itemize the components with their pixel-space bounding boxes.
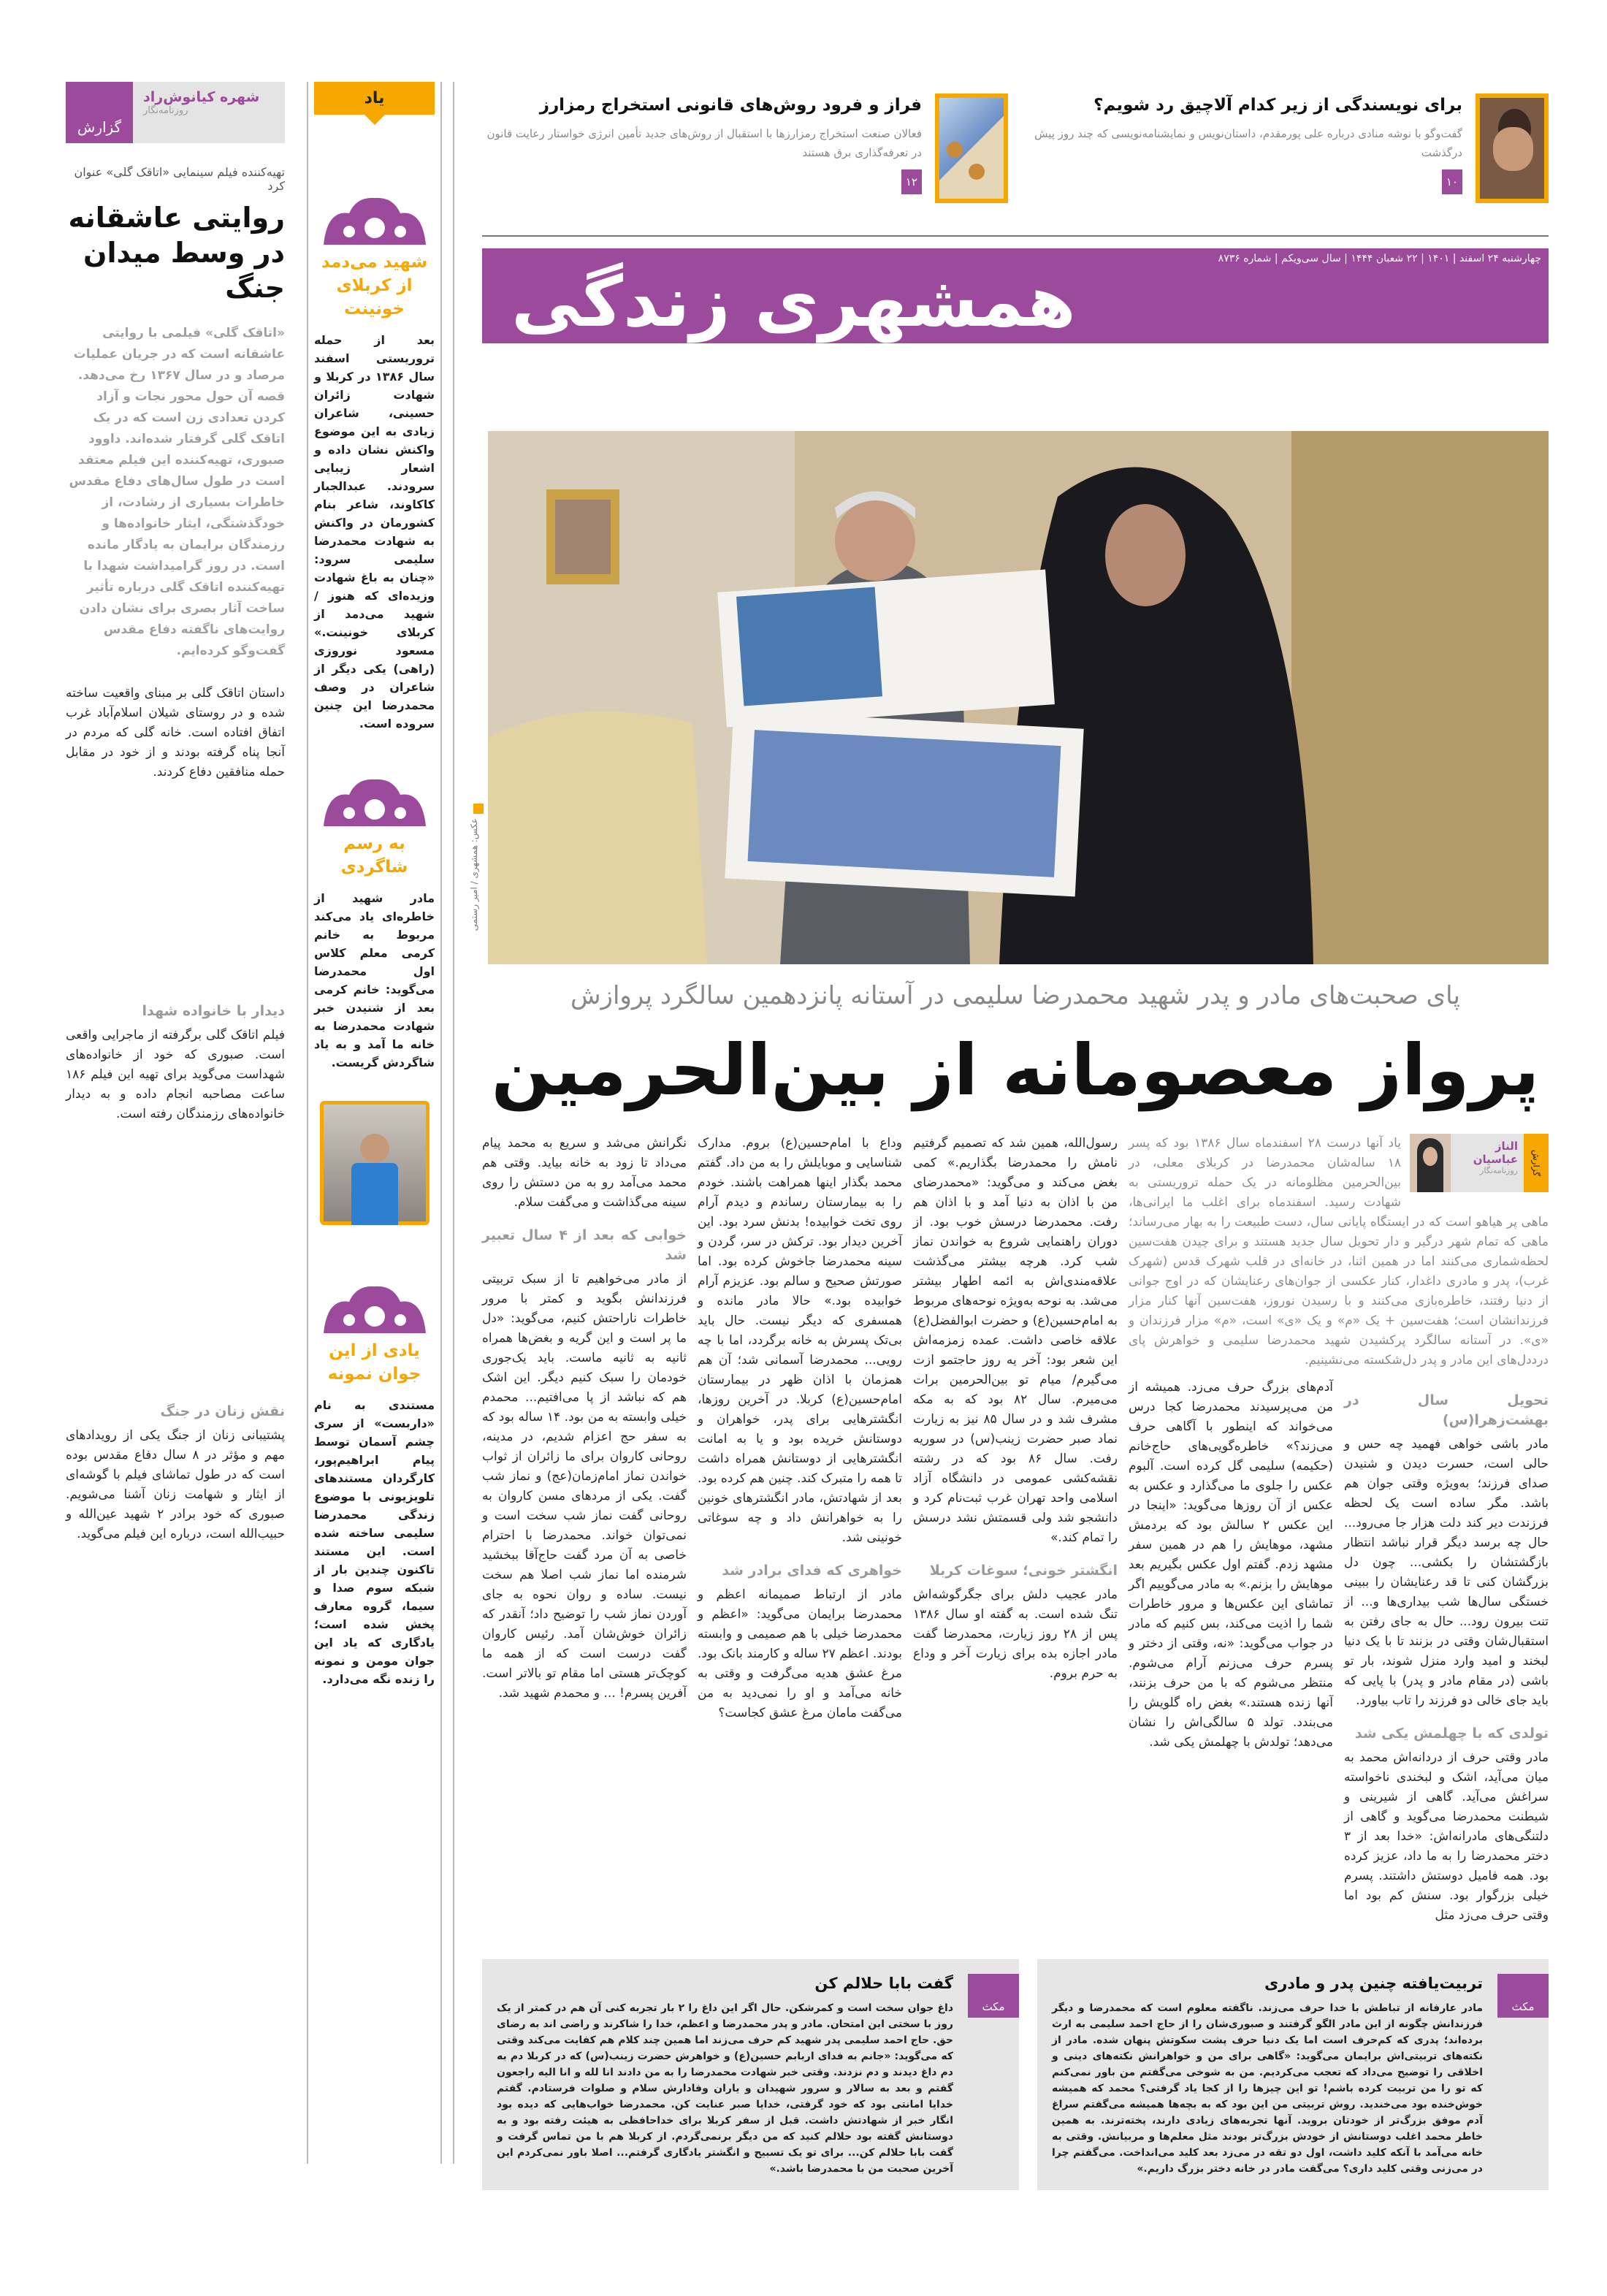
sidebar-boxes <box>482 1959 1549 2190</box>
article-region <box>482 1134 1549 2190</box>
article-byline <box>1410 1134 1549 1192</box>
author-name: شهره کیانوش‌راد <box>143 89 260 105</box>
article-paragraph: مادر عجیب دلش برای جگرگوشه‌اش تنگ شده است. به گفته او سال ۱۳۸۶ پس از ۲۸ روز زیارت، محمدرضا گفت مادر اجازه بده برای زیارت آخر و وداع به حرم بروم. <box>913 1587 1118 1681</box>
report-body: فیلم اتاقک گلی برگرفته از ماجرایی واقعی است. صبوری که خود از خانواده‌های شهداست می‌گوید برای تهیه این فیلم ۱۸۶ ساعت مصاحبه انجام داده و به دیدار خانواده‌های رزمندگان رفته است. <box>66 1028 285 1121</box>
article-column <box>913 1134 1118 1688</box>
issue-date: چهارشنبه ۲۴ اسفند | ۱۴۰۱ | ۲۲ شعبان ۱۴۴۴ | سال سی‌ویکم | شماره ۸۷۳۶ <box>1218 253 1541 264</box>
report-title: روایتی عاشقانه در وسط میدان جنگ <box>68 202 285 304</box>
box-text: داغ جوان سخت است و کمرشکن. حال اگر این داغ را ۲ بار تجربه کنی آن هم در کمتر از یک روز با سختی این امتحان. مادر و پدر محمدرضا و اعظم، خدا را شاکرند و راضی اند به رضای حق. حاج احمد سلیمی پدر شهید کم حرف می‌زند اما همین چند کلام هم کفایت می‌کند وقتی که می‌گوید: «جانم به فدای اربابم حسین(ع) و خواهرش حضرت زینب(س) که در کربلا دم به دم داغ دیدند و دم نزدند. وقتی خبر شهادت محمدرضا را به من دادند انا لله و انا الیه راجعون گفتم و بعد به سالار و سرور شهیدان و یاران وفادارش سلام و صلوات فرستادم. گفتم خدایا امانتی بود که خود گرفتی، خدایا صبر عنایت کن. محمدرضا خواب‌هایی که دیده بود انگار خبر از شهادتش داشت. قبل از سفر کربلا برای خداحافظی به هیئت رفته بود و به دوستانش گفته بود حلالم کنید که من دیگر برنمی‌گردم. از کربلا هم با من تماس گرفت و گفت بابا حلالم کن... برای تو یک تسبیح و انگشتر یادگاری گرفتم... اصلا باور نمی‌کردم این آخرین صحبت من با محمدرضا باشد.» <box>496 2002 954 2175</box>
article-column <box>1129 1378 1333 1757</box>
article-paragraph: رسول‌الله، همین شد که تصمیم گرفتیم نامش را محمدرضا بگذاریم.» کمی بغض می‌کند و می‌گوید: «محمدرضای من با اذان به دنیا آمد و با اذان هم رفت. محمدرضا درسش خوب بود. از دوران راهنمایی شروع به خواندن نماز شب کرد. هرچه بیشتر می‌گذشت علاقه‌مندی‌اش به ائمه اطهار بیشتر می‌شد. به نوحه به‌ویژه نوحه‌های مربوط به امام‌حسین(ع) و حضرت ابوالفضل(ع) علاقه خاصی داشت. عمده زمزمه‌اش این شعر بود: آخر یه روز حاجتمو ازت می‌گیرم/ میام تو بین‌الحرمین برات می‌میرم. سال ۸۲ بود که به مکه مشرف شد و در سال ۸۵ نیز به زیارت نماد صبر حضرت زینب(س) در سوریه رفت. سال ۸۶ بود که در رشته نقشه‌کشی عمومی در دانشگاه آزاد اسلامی واحد تهران غرب ثبت‌نام کرد و دانشجو شد ولی قسمتش نشد درسش را تمام کند.» <box>913 1136 1118 1545</box>
report-byline <box>66 82 285 143</box>
article-subhead: تولدی که با چهلمش یکی شد <box>1354 1725 1549 1742</box>
box-title: گفت بابا حلالم کن <box>814 1975 953 1992</box>
article-intro <box>1129 1134 1549 1370</box>
side-report <box>66 82 285 1544</box>
article-paragraph: وداع با امام‌حسین(ع) بروم. مدارک شناسایی و موبایلش را به من داد. گفتم محمد بگذار اینها همراهت باشند. خودم را به بیمارستان رساندم و دیدم آرام روی تخت خوابیده! بدنش سرد بود. این آخرین دیدار بود. ترکش در سر، گردن و سینه محمدرضا جاخوش کرده بود. اما صورتش صحیح و سالم بود. عزیزم آرام خوابیده بود.» حالا مادر مانده و همسفری که دیگر نیست. حال باید بی‌تک پسرش به خانه برگردد، اما با چه رویی... محمدرضا آسمانی شد؛ آن هم همزمان با اذان ظهر در بیمارستان امام‌حسین(ع) کربلا. در آخرین روزها، انگشترهایی برای پدر، خواهران و دوستانش خریده بود و یا به امانت انگشترهایی از دوستانش همراه داشت تا همه را متبرک کند. چنین هم کرده بود. بعد از شهادتش، مادر انگشترهای خونین را به خواهرانش داد و چه سوغاتی خونینی شد. <box>698 1136 902 1545</box>
article-paragraph: از مادر می‌خواهیم تا از سبک تربیتی فرزندانش بگوید و کمتر با مرور خاطرات ناراحتش کنیم، می‌گوید: «دل ما پر است و این گریه و بغض‌ها همراه ثانیه به ثانیه ماست. باید یک‌جوری خودمان را سبک کنیم دیگر. این اشک هم که نباشد از پا می‌افتیم... محمدم خیلی وابسته به من بود. ۱۴ ساله بود که به سفر حج اعزام شدیم، در مدینه، روحانی کاروان برای ما زائران از ثواب خواندن نماز امام‌زمان(عج) و نماز شب گفت. یکی از مردهای مسن کاروان به روحانی گفت نماز شب سخت است و نمی‌توان خواند. محمدرضا با احترام خاصی به آن مرد گفت حاج‌آقا ببخشید شرمنده اما نماز شب اصلا هم سخت نیست. ساده و روان نحوه به جای آوردن نماز شب را توضیح داد؛ آنقدر که زائران خوش‌شان آمد. رئیس کاروان گفت درست است که از همه ما کوچک‌تر هستی اما مقام تو بالاتر است. آفرین پسرم! ... و محمدم شهید شد. <box>482 1272 687 1701</box>
section-tag: گزارش <box>1524 1134 1549 1192</box>
article-column <box>482 1134 687 1708</box>
divider <box>482 235 1549 237</box>
kicker: تهیه‌کننده فیلم سینمایی «اتاقک گلی» عنوان کرد <box>74 165 285 193</box>
article-paragraph: مادر از ارتباط صمیمانه اعظم و محمدرضا برایمان می‌گوید: «اعظم و محمدرضا خیلی با هم صمیمی و وابسته بودند. اعظم ۲۷ ساله و کارمند بانک بود. مرغ عشق هدیه می‌گرفت و وقتی به خانه می‌آمد و او را نمی‌دید به من می‌گفت مامان مرغ عشق کجاست؟ <box>698 1587 903 1720</box>
report-body: داستان اتاقک گلی بر مبنای واقعیت ساخته شده و در روستای شیلان اسلام‌آباد غرب اتفاق افتاده است. خانه گلی که مردم در آنجا پناه گرفته بودند و از خود در مقابل حمله منافقین دفاع کردند. <box>66 686 285 779</box>
box-tab: مکث <box>968 1974 1019 2018</box>
author-block <box>133 82 285 143</box>
teaser-thumbnail <box>935 94 1008 203</box>
page-number[interactable]: ۱۲ <box>901 169 922 194</box>
report-subhead: دیدار با خانواده شهدا <box>142 1003 285 1019</box>
teaser-title[interactable]: برای نویسندگی از زیر کدام آلاچیق رد شویم؟ <box>1093 96 1462 115</box>
box-text: مادر عارفانه از تباطش با خدا حرف می‌زند. ناگفته معلوم است که محمدرضا و دیگر فرزندانش چگونه از این مادر الگو گرفتند و صبوری‌شان را از حاج احمد سلیمی به ارث برده‌اند؛ پدری که کم‌حرف است اما یک دنیا حرف پشت سکوتش پنهان شده. مادر از نکته‌های تربیتی‌اش برایمان می‌گوید: «گاهی برای من و خواهرانش نکته‌های دینی و اخلاقی را توضیح می‌داد که تعجب می‌کردیم. من به شوخی می‌گفتم من باور نمی‌کنم که تو را من تربیت کرده باشم! تو این چیزها را از کجا یاد گرفتی؟ محمد که همیشه خوش‌خنده بود می‌خندید. روش تربیتی من این بود که به بچه‌ها همیشه می‌گفتم سراغ آدم موفق بزرگ‌تر از خودتان بروید. آنها تجربه‌های زیادی دارند، پخته‌ترند. به همین خاطر محمد اغلب دوستانش از خودش بزرگ‌تر بودند مثل معلم‌ها و مربیانش. وقتی به خانه می‌آمد با آنکه کلید داشت، اول دو تقه در می‌زد بعد کلید می‌انداخت. می‌گفتم چرا در می‌زنی وقتی کلید داری؟ می‌گفت مادر در خانه دختر بزرگ داریم.» <box>1052 2002 1483 2175</box>
article-subhead: تحویل سال در بهشت‌زهرا(س) <box>1344 1392 1549 1428</box>
ornament-icon <box>320 1284 430 1335</box>
box-title: تربیت‌یافته چنین پدر و مادری <box>1264 1975 1483 1992</box>
article-columns <box>482 1134 1549 1930</box>
article-subhead: خوابی که بعد از ۴ سال تعبیر شد <box>482 1227 687 1263</box>
section-logo: همشهری زندگی <box>511 261 1076 343</box>
article-paragraph: نگرانش می‌شد و سریع به محمد پیام می‌داد تا زود به خانه بیاید. وقتی هم محمد می‌آمد رو به من دستش را روی سینه می‌گذاشت و می‌گفت سلام. <box>482 1136 687 1210</box>
yad-item-title: شهید می‌دمد از کربلای خونینت <box>321 253 428 319</box>
yad-column <box>307 82 442 2164</box>
report-subhead: نقش زنان در جنگ <box>160 1403 285 1419</box>
article-headline: پرواز معصومانه از بین‌الحرمین <box>491 1029 1540 1111</box>
teaser-thumbnail <box>1476 94 1549 203</box>
caption-marker <box>473 804 484 814</box>
sidebar-box <box>1037 1959 1549 2190</box>
box-tab: مکث <box>1497 1974 1549 2018</box>
report-body: پشتیبانی زنان از جنگ یکی از رویدادهای مهم و مؤثر در ۸ سال دفاع مقدس بوده است که در طول تماشای فیلم با گوشه‌ای از ایثار و شهامت زنان آشنا می‌شویم. صبوری که خود برادر ۲ شهید عین‌الله و حبیب‌الله است، درباره این فیلم می‌گوید. <box>66 1428 285 1541</box>
column-divider <box>453 82 454 2164</box>
article-paragraph: مادر باشی خواهی فهمید چه حس و حالی است، حسرت دیدن و شنیدن صدای فرزند؛ به‌ویژه وقتی جوان هم باشد. مگر ساده است یک لحظه فرزندت دیر کند دلت هزار جا می‌رود... حال چه برسد دیگر قرار نباشد انتظار بازگشتشان را بکشی... چون دل بزرگشان کنی تا قد رعنایشان را ببینی خستگی سال‌ها شب بیداری‌ها و... از تنت بیرون رود... حال به جای رفتن به استقبال‌شان وقتی در بزنند تا با یک دنیا لبخند و امید وارد منزل شوند، بار تو باشی (در مقام مادر و پدر) با پایی که باید جای خالی دو فرزند را تاب بیاورد. <box>1344 1437 1549 1708</box>
yad-item-text: مادر شهید از خاطره‌ای یاد می‌کند مربوط به خانم کرمی معلم کلاس اول محمدرضا می‌گوید: خانم کرمی بعد از شنیدن خبر شهادت محمدرضا به خانه ما آمد و به یاد شاگردش گریست. <box>314 891 435 1069</box>
yad-item-title: به رسم شاگردی <box>340 834 408 877</box>
article-subhead: خواهری که فدای برادر شد <box>722 1563 902 1579</box>
teaser-desc: فعالان صنعت استخراج رمزارزها با استقبال از روش‌های جدید تأمین انرژی خواستار رعایت قانون در تعرفه‌گذاری برق هستند <box>486 127 922 159</box>
author-name: الناز عباسیان <box>1473 1140 1518 1166</box>
martyr-photo <box>320 1101 430 1225</box>
teaser[interactable] <box>482 94 1008 218</box>
yad-header: یاد <box>314 82 435 115</box>
article-paragraph: مادر وقتی حرف از دردانه‌اش محمد به میان می‌آید، اشک و لبخندی ناخواسته سراغش می‌آید. گاهی از شیرینی و شیطنت محمدرضا می‌گوید و گاهی از دلتنگی‌های مادرانه‌اش: «خدا بعد از ۳ دختر محمدرضا را به ما داد، عزیز کرده بود. همه فامیل دوستش داشتند. پسرم خیلی بزرگوار بود. سنش کم بود اما وقتی حرف می‌زد مثل <box>1344 1750 1549 1923</box>
yad-item-text: بعد از حمله تروریستی اسفند سال ۱۳۸۶ در کربلا و شهادت زائران حسینی، شاعران زیادی به این موضوع واکنش نشان داده و اشعار زیبایی سرودند. عبدالجبار کاکاوند، شاعر بنام کشورمان در واکنش به شهادت محمدرضا سلیمی سرود: «چنان به باغ شهادت وزیده‌ای که هنوز / شهید می‌دمد از کربلای خونینت.» مسعود نوروزی (راهی) یکی دیگر از شاعران در وصف محمدرضا این چنین سروده است. <box>314 333 435 731</box>
section-tag: گزارش <box>66 82 133 143</box>
intro-text: یاد آنها درست ۲۸ اسفندماه سال ۱۳۸۶ بود که پسر ۱۸ ساله‌شان محمدرضا در کربلای معلی، در بین‌الحرمین مظلومانه در یک حمله تروریستی به شهادت رسید. اسفندماه برای اغلب ما ایرانی‌ها، ماهی پر هیاهو است که در ایستگاه پایانی سال، دست طبیعت را به بهار می‌رساند؛ ماهی که تمام شهر درگیر و دار تحویل سال جدید هستند و برای چیدن هفت‌سین لحظه‌شماری می‌کنند اما در همین اثنا، در خانه‌ای در قلب شهرک قدس (شهرک غرب)، پدر و مادری داغدار، کنار عکسی از جوان‌های رعنایشان که در اوج جوانی از دنیا رفتند، خاطره‌بازی می‌کنند و با رسیدن نوروز، هفت‌سین آنها کنار مزار فرزندانشان است؛ هفت‌سین + یک «م» و یک «ی» است، «م» مزار فرزندان و «ی». در آستانه سالگرد پرکشیدن شهید محمدرضا سلیمی و خواهرش پای درددل‌های این مادر و پدر دل‌شکسته می‌نشینیم. <box>1129 1136 1549 1368</box>
sidebar-box <box>482 1959 1019 2190</box>
article-column <box>698 1134 902 1728</box>
ornament-icon <box>320 777 430 828</box>
masthead <box>482 248 1549 343</box>
page-number[interactable]: ۱۰ <box>1442 169 1462 194</box>
ornament-icon <box>320 195 430 246</box>
teaser-title[interactable]: فراز و فرود روش‌های قانونی استخراج رمزارز <box>539 96 922 115</box>
yad-item-title: یادی از این جوان نمونه <box>327 1341 421 1384</box>
teaser-desc: گفت‌وگو با نوشه منادی درباره علی پورمقدم، داستان‌نویس و نمایشنامه‌نویسی که چند روز پیش درگذشت <box>1034 127 1462 159</box>
author-avatar <box>1410 1134 1451 1192</box>
author-role: روزنامه‌نگار <box>1480 1166 1518 1175</box>
article-paragraph: آدم‌های بزرگ حرف می‌زد. همیشه از من می‌پرسیدند محمدرضا کجا درس می‌خواند که اینطور با آگاهی حرف می‌زند؟» خاطره‌گویی‌های حاج‌خانم (حکیمه) سلیمی گل کرده است. آلبوم عکس را جلوی ما می‌گذارد و عکس به عکس از آن روزها می‌گوید: «اینجا در این عکس ۲ سالش بود که بردمش مشهد، موهایش را هم در همین سفر مشهد زدم. گفتم اول عکس بگیریم بعد موهایش را بزنم.» به مادر می‌گوییم اگر تماشای این عکس‌ها و مرور خاطرات شما را اذیت می‌کند، بس کنیم که مادر در جواب می‌گوید: «نه، وقتی از دختر و پسرم حرف می‌زنم آرام می‌شوم. منتظر می‌شوم که با من حرف بزنند، آنها زنده هستند.» بغض راه گلویش را می‌بندد. تولد ۵ سالگی‌اش را نشان می‌دهد؛ تولدش با چهلمش یکی شد. <box>1129 1380 1333 1750</box>
teaser[interactable] <box>1023 94 1549 218</box>
report-lead: «اتاقک گلی» فیلمی با روایتی عاشقانه است که در جریان عملیات مرصاد و در سال ۱۳۶۷ رخ می‌دهد. قصه آن حول محور نجات و آزاد کردن تعدادی زن است که در یک اتاقک گلی گرفتار شده‌اند. داوود صبوری، تهیه‌کننده این فیلم معتقد است در طول سال‌های دفاع مقدس خاطرات بسیاری از رشادت، از خودگذشتگی، ایثار خانواده‌ها و رزمندگان برایمان به یادگار مانده است. در روز گرامیداشت شهدا با تهیه‌کننده اتاقک گلی درباره تأثیر ساخت آثار بصری برای نشان دادن روایت‌های ناگفته دفاع مقدس گفت‌وگو کرده‌ایم. <box>69 326 285 658</box>
author-role: روزنامه‌نگار <box>143 105 188 116</box>
article-subhead: انگشتر خونی؛ سوغات کربلا <box>929 1563 1118 1579</box>
yad-item-text: مستندی به نام «داربست» از سری چشم آسمان توسط پیام ابراهیم‌پور، کارگردان مستندهای تلویزیونی با موضوع زندگی محمدرضا سلیمی ساخته شده است. این مستند تاکنون چندین بار از شبکه سوم صدا و سیما، گروه معارف پخش شده است؛ یادگاری که یاد این جوان مومن و نمونه را زنده نگه می‌دارد. <box>314 1398 435 1686</box>
main-photo <box>488 431 1549 964</box>
photo-credit: عکس: همشهری / امیر رستمی <box>469 818 479 931</box>
article-subtitle: پای صحبت‌های مادر و پدر شهید محمدرضا سلیمی در آستانه پانزدهمین سالگرد پروازش <box>570 981 1460 1010</box>
article-column <box>1344 1378 1549 1930</box>
